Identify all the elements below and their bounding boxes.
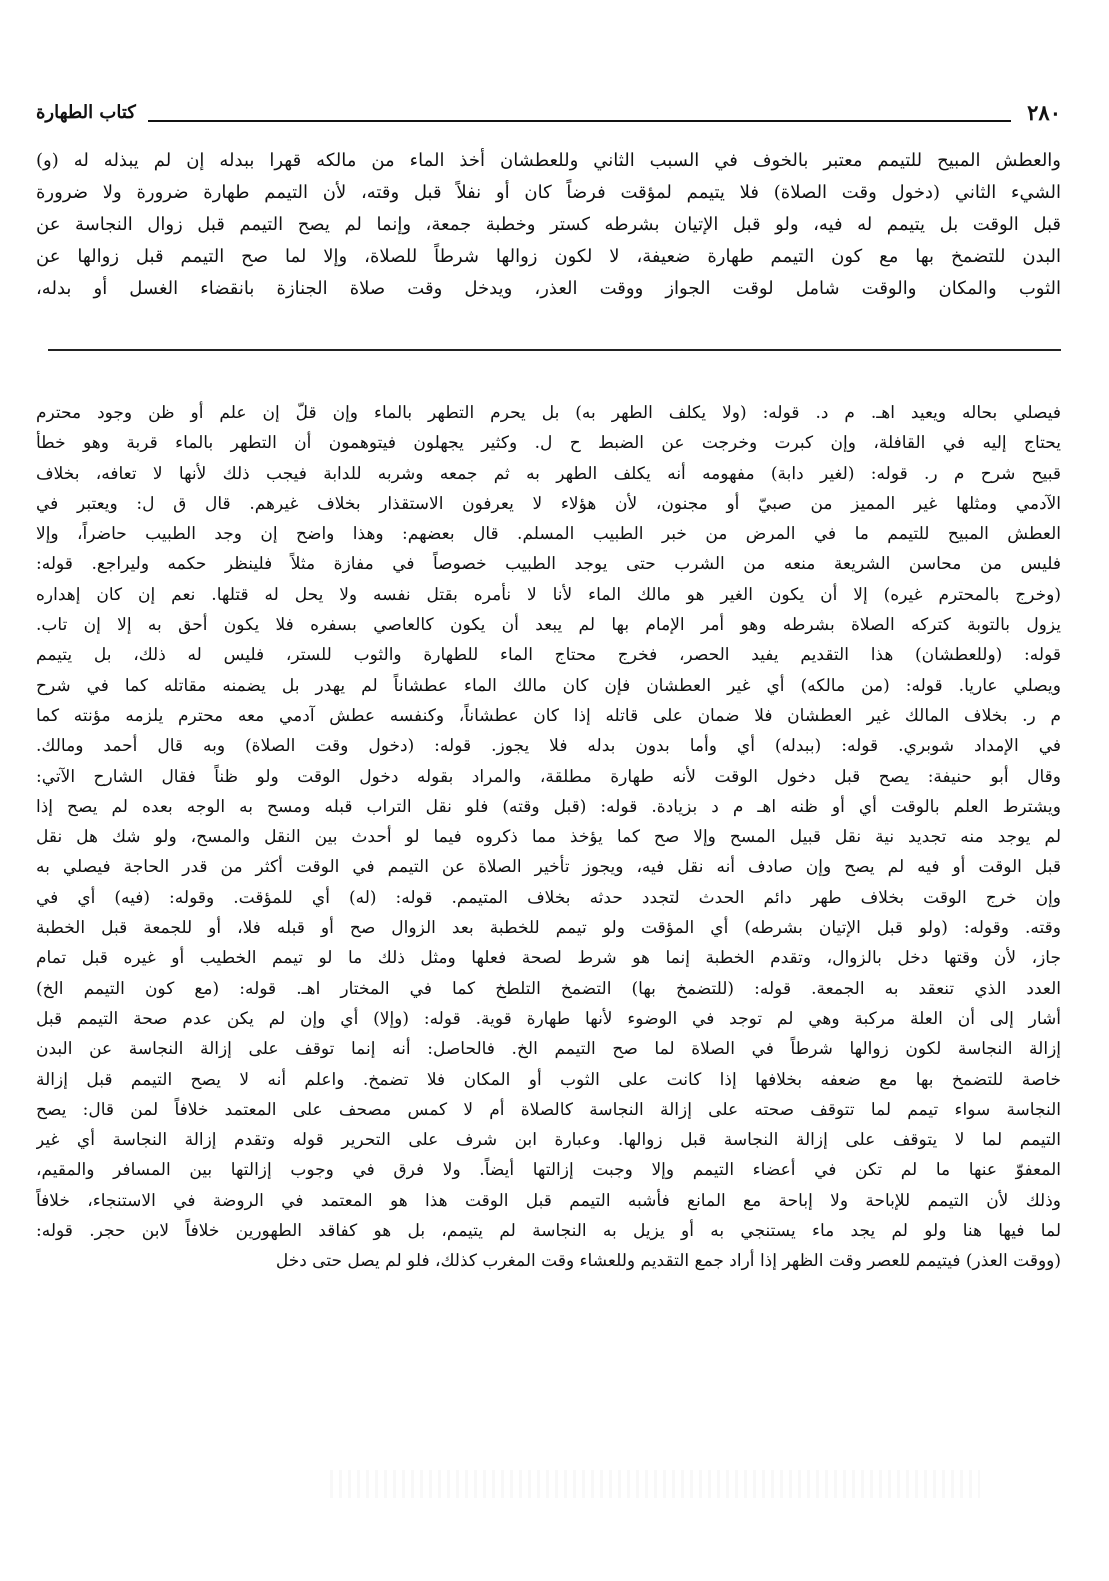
commentary-line: المعفوّ عنها ما لم تكن في أعضاء التيمم وإلا وجبت إزالتها أيضاً. ولا فرق في وجوب إزالتها بين المسافر والمقيم،: [36, 1160, 1061, 1181]
main-text: [36, 145, 1061, 305]
main-line: الثوب والمكان والوقت شامل لوقت الجواز ووقت العذر، ويدخل وقت صلاة الجنازة بانقضاء الغسل أو بدله،: [36, 278, 1061, 299]
commentary-line: يزول بالتوبة كتركه الصلاة بشرطه وهو أمر الإمام بها لم يبعد أن يكون كالعاصي بسفره فلا يكون أحق به إلا إن تاب.: [36, 615, 1061, 636]
commentary-line: لم يوجد منه تجديد نية نقل قبيل المسح وإلا صح كما يؤخذ مما ذكروه فيما لو أحدث بين النقل والمسح، ولو شك هل نقل: [36, 827, 1061, 848]
commentary-line: م ر. بخلاف المالك غير العطشان فلا ضمان على قاتله إذا كان عطشاناً، وكنفسه عطش آدمي معه محترم يلزمه مؤنته كما: [36, 705, 1061, 726]
commentary-line: النجاسة سواء تيمم لما تتوقف صحته على إزالة النجاسة كالصلاة أم لا كمس مصحف على المعتمد خلافاً لمن قال: يصح: [36, 1099, 1061, 1120]
commentary-line: لما فيها هنا ولو لم يجد ماء يستنجي به أو يزيل به النجاسة لم يتيمم، بل هو كفاقد الطهورين خلافاً لابن حجر. قوله:: [36, 1221, 1061, 1242]
commentary-line: الآدمي ومثلها غير المميز من صبيّ أو مجنون، لأن هؤلاء لا يعرفون الاستقذار بخلاف غيرهم. قال ق ل: ويعتبر في: [36, 493, 1061, 514]
commentary-line: فليس من محاسن الشريعة منعه من الشرب حتى يوجد الطبيب خصوصاً في مفازة مثلاً فلينظر حكمه وليراجع. قوله:: [36, 554, 1061, 575]
commentary-line: (ووقت العذر) فيتيمم للعصر وقت الظهر إذا أراد جمع التقديم وللعشاء وقت المغرب كذلك، فلو لم يصل حتى دخل: [275, 1251, 1061, 1272]
commentary-line: أشار إلى أن العلة مركبة وهي لم توجد في الوضوء لأنها طهارة قوية. قوله: (وإلا) أي وإن لم يكن عدم صحة التيمم قبل: [36, 1008, 1061, 1029]
commentary-line: العطش المبيح للتيمم ما في المرض من خبر الطبيب المسلم. قال بعضهم: وهذا واضح إن وجد الطبيب حاضراً، وإلا: [36, 524, 1061, 545]
commentary-line: وقته. وقوله: (ولو قبل الإتيان بشرطه) أي المؤقت ولو تيمم للخطبة بعد الزوال صح أو قبله فلا، أو للجمعة قبل الخطبة: [36, 918, 1061, 939]
main-line: الشيء الثاني (دخول وقت الصلاة) فلا يتيمم لمؤقت فرضاً كان أو نفلاً قبل وقته، لأن التيمم طهارة ضرورة ولا ضرورة: [36, 182, 1061, 203]
page-header: [36, 100, 1061, 132]
commentary-line: العدد الذي تنعقد به الجمعة. قوله: (للتضمخ بها) التضمخ التلطخ كما في المختار اهـ. قوله: (مع كون التيمم الخ): [36, 978, 1061, 999]
commentary-line: قبل الوقت أو فيه لم يصح وإن صادف أنه نقل فيه، ويجوز تأخير الصلاة عن التيمم في الوقت أكثر من قدر الحاجة فيصلي به: [36, 857, 1061, 878]
main-line: البدن للتضمخ بها مع كون التيمم طهارة ضعيفة، لا لكون زوالها شرطاً للصلاة، وإلا لما صح التيمم قبل زوالها عن: [36, 246, 1061, 267]
commentary-line: ويصلي عاريا. قوله: (من مالكه) أي غير العطشان فإن كان مالك الماء عطشاناً لم يهدر بل يضمنه مقاتله كما في شرح: [36, 675, 1061, 696]
commentary-line: فيصلي بحاله ويعيد اهـ. م د. قوله: (ولا يكلف الطهر به) بل يحرم التطهر بالماء وإن قلّ إن علم أو ظن وجود محترم: [36, 403, 1061, 423]
commentary-line: قوله: (وللعطشان) هذا التقديم يفيد الحصر، فخرج محتاج الماء للطهارة والثوب للستر، فليس له ذلك، بل يتيمم: [36, 645, 1061, 666]
commentary-line: جاز، لأن وقتها دخل بالزوال، وتقدم الخطبة إنما هو شرط لصحة فعلها ومثل ذلك ما لو تيمم الخطيب أو غيره قبل تمام: [36, 948, 1061, 969]
commentary-line: وذلك لأن التيمم للإباحة ولا إباحة مع المانع فأشبه التيمم قبل الوقت هذا هو المعتمد في الروضة في الاستنجاء، خلافاً: [36, 1190, 1061, 1211]
commentary-line: (وخرج بالمحترم غيره) إلا أن يكون الغير هو مالك الماء لأنا لا نأمره بقتل نفسه ولا يحل له قتلها. نعم إن كان إهداره: [36, 584, 1061, 605]
commentary-line: وإن خرج الوقت بخلاف طهر دائم الحدث لتجدد حدثه بخلاف المتيمم. قوله: (له) أي للمؤقت. وقوله: (فيه) أي في: [36, 887, 1061, 908]
commentary-line: ويشترط العلم بالوقت أي أو ظنه اهـ م د بزيادة. قوله: (قبل وقته) فلو نقل التراب قبله ومسح به الوجه بعده لم يصح إذا: [36, 796, 1061, 817]
chapter-title: كتاب الطهارة: [36, 102, 136, 123]
scan-artifact: [330, 1470, 980, 1498]
main-line: والعطش المبيح للتيمم معتبر بالخوف في السبب الثاني وللعطشان أخذ الماء من مالكه قهرا ببدله إن لم يبذله له (و): [36, 150, 1061, 171]
commentary-line: قبيح شرح م ر. قوله: (لغير دابة) مفهومه أنه يكلف الطهر به ثم جمعه وشربه للدابة فيجب ذلك لأنها لا تعافه، بخلاف: [36, 463, 1061, 484]
commentary-line: إزالة النجاسة لكون زوالها شرطاً في الصلاة لما صح التيمم الخ. فالحاصل: أنه إنما توقف على إزالة النجاسة عن البدن: [36, 1039, 1061, 1060]
commentary-line: وقال أبو حنيفة: يصح قبل دخول الوقت لأنه طهارة مطلقة، والمراد بقوله دخول الوقت ولو ظناً فقال الشارح الآتي:: [36, 766, 1061, 787]
commentary-text: [36, 398, 1061, 1277]
main-line: قبل الوقت بل يتيمم له فيه، ولو قبل الإتيان بشرطه كستر وخطبة جمعة، وإنما لم يصح التيمم قبل زوال النجاسة عن: [36, 214, 1061, 235]
commentary-line: في الإمداد شوبري. قوله: (ببدله) أي وأما بدون بدله فلا يجوز. قوله: (دخول وقت الصلاة) وبه قال أحمد ومالك.: [36, 736, 1061, 757]
section-divider: [48, 349, 1061, 351]
header-rule: [148, 120, 1011, 122]
commentary-line: التيمم لما لا يتوقف على إزالة النجاسة قبل زوالها. وعبارة ابن شرف على التحرير قوله وتقدم إزالة النجاسة أي غير: [36, 1130, 1061, 1151]
commentary-line: خاصة للتضمخ بها مع ضعفه بخلافها إذا كانت على الثوب أو المكان فلا تضمخ. واعلم أنه لا يصح التيمم قبل إزالة: [36, 1069, 1061, 1090]
page-number: ٢٨٠: [1027, 100, 1061, 125]
commentary-line: يحتاج إليه في القافلة، وإن كبرت وخرجت عن الضبط ح ل. وكثير يجهلون فيتوهمون أن التطهر بالماء قربة وهو خطأ: [36, 433, 1061, 454]
